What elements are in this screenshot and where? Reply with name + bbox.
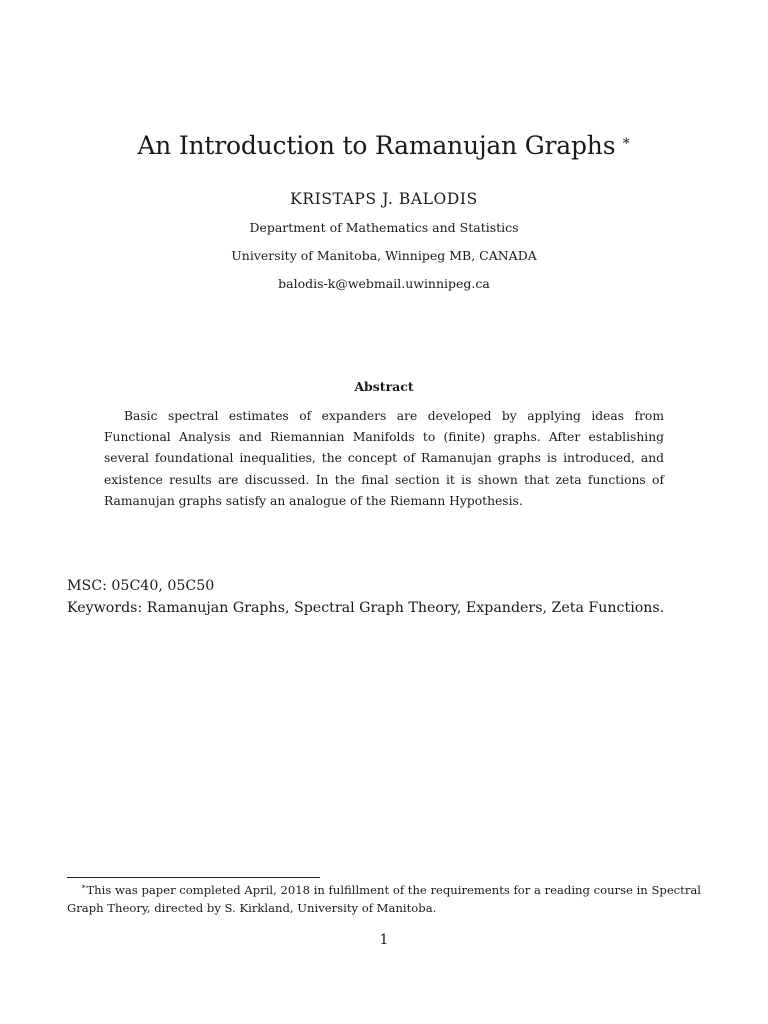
title-footnote-mark: ∗ [621, 132, 631, 149]
page-number: 1 [379, 932, 389, 948]
affiliation-university: University of Manitoba, Winnipeg MB, CANADA [231, 248, 537, 263]
paper-title [0, 130, 768, 162]
affiliation-department: Department of Mathematics and Statistics [249, 220, 519, 235]
author-name: KRISTAPS J. BALODIS [290, 190, 478, 208]
footnote [67, 881, 701, 917]
abstract-heading: Abstract [354, 379, 414, 394]
footnote-text: This was paper completed April, 2018 in fulfillment of the requirements for a reading course in Spectral Graph Theory, directed by S. Kirkland, University of Manitoba. [67, 883, 701, 915]
msc-codes: MSC: 05C40, 05C50 [67, 578, 215, 594]
footnote-mark: ∗ [81, 882, 87, 892]
author-email: balodis-k@webmail.uwinnipeg.ca [278, 276, 490, 291]
title-text: An Introduction to Ramanujan Graphs [137, 131, 616, 160]
keywords: Keywords: Ramanujan Graphs, Spectral Graph Theory, Expanders, Zeta Functions. [67, 600, 665, 616]
footnote-rule [67, 877, 320, 878]
abstract-body: Basic spectral estimates of expanders are developed by applying ideas from Functional Analysis and Riemannian Manifolds to (finite) graphs. After establishing several foundational inequalities, the concept of Ramanujan graphs is introduced, and existence results are discussed. In the final section it is shown that zeta functions of Ramanujan graphs satisfy an analogue of the Riemann Hypothesis. [104, 409, 664, 508]
